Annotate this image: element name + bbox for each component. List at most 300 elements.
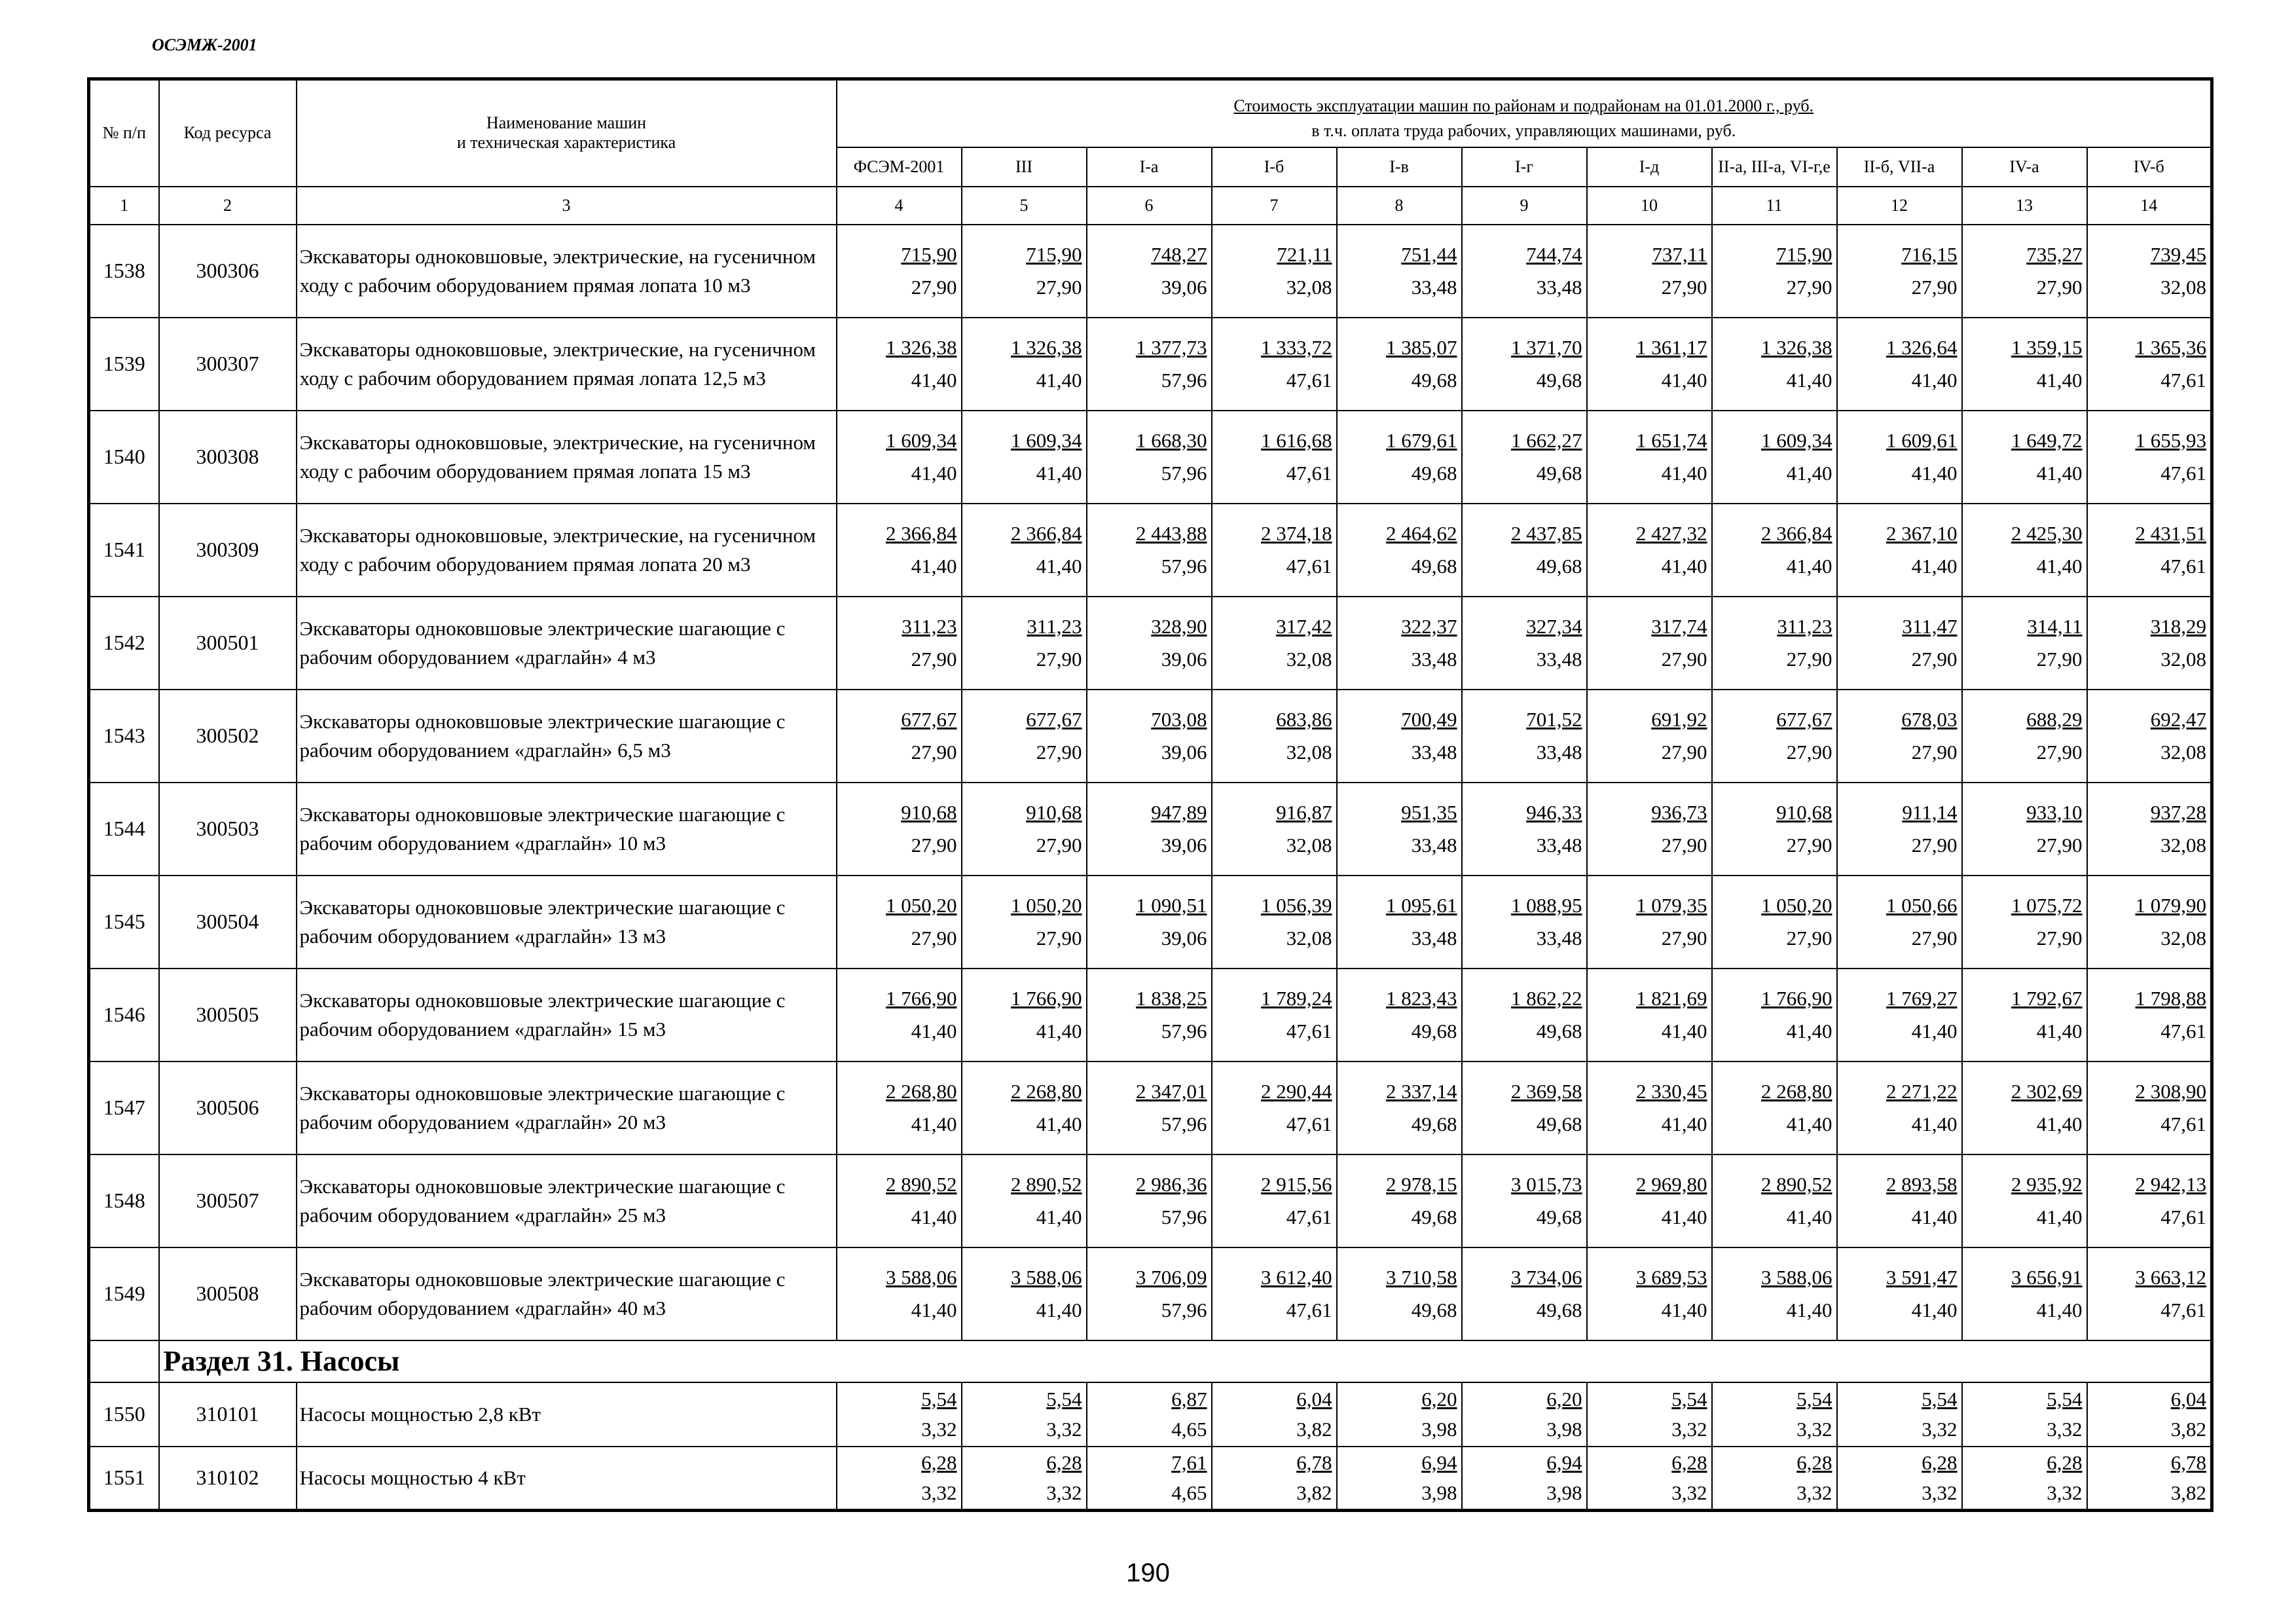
wage-cost: 3,82: [2170, 1417, 2206, 1441]
wage-cost: 33,48: [1536, 833, 1582, 857]
cost-cell: [2087, 225, 2212, 318]
operation-cost: 2 464,62: [1386, 521, 1457, 545]
wage-cost: 49,68: [1536, 1205, 1582, 1228]
cost-cell: [837, 504, 962, 597]
cost-cell: [837, 1382, 962, 1447]
wage-cost: 41,40: [1661, 1298, 1707, 1321]
cost-cell: [837, 1247, 962, 1340]
header-group-subtitle: в т.ч. оплата труда рабочих, управляющих машинами, руб.: [1311, 121, 1736, 141]
wage-cost: 27,90: [911, 647, 957, 671]
cost-cell: [1212, 783, 1337, 876]
operation-cost: 701,52: [1526, 707, 1582, 731]
cost-cell: [1337, 1247, 1462, 1340]
cost-cell: [1962, 318, 2087, 411]
operation-cost: 2 308,90: [2135, 1079, 2206, 1103]
cost-cell: [1587, 1447, 1712, 1511]
operation-cost: 1 377,73: [1136, 335, 1207, 359]
wage-cost: 49,68: [1536, 1112, 1582, 1135]
cost-cell: [1837, 876, 1962, 969]
wage-cost: 3,32: [1046, 1481, 1082, 1504]
operation-cost: 3 588,06: [1011, 1265, 1082, 1289]
operation-cost: 6,28: [1046, 1450, 1082, 1474]
wage-cost: 27,90: [2036, 833, 2083, 857]
operation-cost: 2 290,44: [1261, 1079, 1332, 1103]
cost-cell: [1712, 318, 1837, 411]
cost-cell: [1337, 1061, 1462, 1154]
wage-cost: 49,68: [1536, 461, 1582, 485]
section-title: Раздел 31. Насосы: [159, 1340, 2212, 1382]
wage-cost: 33,48: [1411, 740, 1457, 764]
operation-cost: 6,20: [1546, 1387, 1582, 1411]
operation-cost: 3 588,06: [886, 1265, 957, 1289]
wage-cost: 57,96: [1161, 1019, 1207, 1043]
resource-code: 300504: [159, 876, 297, 969]
wage-cost: 27,90: [1911, 926, 1958, 950]
operation-cost: 2 969,80: [1636, 1172, 1707, 1196]
wage-cost: 49,68: [1536, 554, 1582, 578]
cost-cell: [1587, 876, 1712, 969]
operation-cost: 1 609,61: [1886, 428, 1958, 452]
cost-cell: [1462, 1154, 1587, 1247]
column-number: 6: [1087, 187, 1212, 225]
cost-cell: [1337, 783, 1462, 876]
wage-cost: 32,08: [1286, 833, 1332, 857]
cost-cell: [1712, 783, 1837, 876]
wage-cost: 3,32: [1922, 1481, 1958, 1504]
wage-cost: 27,90: [1036, 740, 1082, 764]
wage-cost: 49,68: [1411, 368, 1457, 392]
resource-code: 310101: [159, 1382, 297, 1447]
operation-cost: 314,11: [2027, 614, 2083, 638]
cost-cell: [1712, 411, 1837, 504]
operation-cost: 5,54: [921, 1387, 957, 1411]
operation-cost: 2 302,69: [2011, 1079, 2083, 1103]
wage-cost: 41,40: [1786, 1019, 1832, 1043]
table-row: [89, 1382, 2212, 1447]
operation-cost: 2 890,52: [886, 1172, 957, 1196]
wage-cost: 49,68: [1411, 1019, 1457, 1043]
wage-cost: 33,48: [1536, 740, 1582, 764]
cost-cell: [1712, 969, 1837, 1061]
operation-cost: 2 367,10: [1886, 521, 1958, 545]
column-number: 12: [1837, 187, 1962, 225]
wage-cost: 41,40: [1786, 1205, 1832, 1228]
operation-cost: 5,54: [1796, 1387, 1832, 1411]
wage-cost: 41,40: [1036, 1298, 1082, 1321]
wage-cost: 27,90: [1911, 275, 1958, 299]
wage-cost: 41,40: [1786, 1112, 1832, 1135]
wage-cost: 27,90: [911, 275, 957, 299]
cost-cell: [1337, 504, 1462, 597]
column-number: 14: [2087, 187, 2212, 225]
operation-cost: 2 347,01: [1136, 1079, 1207, 1103]
wage-cost: 27,90: [1786, 647, 1832, 671]
region-column-header: I-а: [1087, 147, 1212, 187]
cost-cell: [1962, 1382, 2087, 1447]
operation-cost: 1 056,39: [1261, 893, 1332, 917]
wage-cost: 3,32: [2047, 1481, 2083, 1504]
wage-cost: 49,68: [1411, 1112, 1457, 1135]
cost-cell: [1462, 318, 1587, 411]
wage-cost: 32,08: [2160, 275, 2206, 299]
operation-cost: 1 823,43: [1386, 986, 1457, 1010]
wage-cost: 3,32: [1671, 1417, 1707, 1441]
wage-cost: 41,40: [1661, 461, 1707, 485]
machine-name: Экскаваторы одноковшовые электрические шагающие с рабочим оборудованием «драглайн» 13 м3: [297, 876, 837, 969]
cost-cell: [1462, 411, 1587, 504]
cost-cell: [2087, 783, 2212, 876]
table-row: [89, 411, 2212, 504]
row-number: 1542: [89, 597, 159, 690]
operation-cost: 1 769,27: [1886, 986, 1958, 1010]
cost-cell: [2087, 597, 2212, 690]
row-number: 1547: [89, 1061, 159, 1154]
wage-cost: 33,48: [1536, 275, 1582, 299]
operation-cost: 3 588,06: [1761, 1265, 1832, 1289]
operation-cost: 683,86: [1276, 707, 1332, 731]
cost-cell: [1087, 504, 1212, 597]
wage-cost: 41,40: [2036, 1112, 2083, 1135]
cost-cell: [1087, 318, 1212, 411]
cost-cell: [1587, 690, 1712, 783]
wage-cost: 3,98: [1421, 1417, 1457, 1441]
wage-cost: 33,48: [1411, 833, 1457, 857]
operation-cost: 744,74: [1526, 242, 1582, 266]
table-row: [89, 969, 2212, 1061]
cost-cell: [1837, 1382, 1962, 1447]
cost-cell: [1837, 1154, 1962, 1247]
wage-cost: 41,40: [911, 1019, 957, 1043]
cost-cell: [1462, 1447, 1587, 1511]
cost-cell: [1712, 690, 1837, 783]
operation-cost: 322,37: [1401, 614, 1457, 638]
wage-cost: 41,40: [1911, 1205, 1958, 1228]
wage-cost: 32,08: [2160, 740, 2206, 764]
operation-cost: 2 425,30: [2011, 521, 2083, 545]
operation-cost: 1 050,20: [1761, 893, 1832, 917]
wage-cost: 47,61: [2160, 1205, 2206, 1228]
operation-cost: 1 798,88: [2135, 986, 2206, 1010]
page-number: 190: [1126, 1559, 1170, 1587]
wage-cost: 41,40: [1786, 461, 1832, 485]
section-row: [89, 1340, 2212, 1382]
operation-cost: 715,90: [901, 242, 957, 266]
cost-cell: [1837, 969, 1962, 1061]
cost-cell: [1712, 876, 1837, 969]
region-column-header: III: [962, 147, 1087, 187]
resource-code: 300309: [159, 504, 297, 597]
wage-cost: 57,96: [1161, 368, 1207, 392]
operation-cost: 3 706,09: [1136, 1265, 1207, 1289]
cost-cell: [1837, 690, 1962, 783]
wage-cost: 27,90: [911, 740, 957, 764]
operation-cost: 1 655,93: [2135, 428, 2206, 452]
wage-cost: 27,90: [2036, 740, 2083, 764]
operation-cost: 951,35: [1401, 800, 1457, 824]
operation-cost: 7,61: [1171, 1450, 1207, 1474]
cost-cell: [837, 597, 962, 690]
resource-code: 300306: [159, 225, 297, 318]
operation-cost: 677,67: [901, 707, 957, 731]
cost-cell: [837, 1154, 962, 1247]
wage-cost: 3,82: [1296, 1481, 1332, 1504]
operation-cost: 748,27: [1151, 242, 1207, 266]
wage-cost: 47,61: [1286, 554, 1332, 578]
operation-cost: 1 088,95: [1511, 893, 1582, 917]
resource-code: 300506: [159, 1061, 297, 1154]
cost-cell: [1087, 690, 1212, 783]
operation-cost: 1 095,61: [1386, 893, 1457, 917]
operation-cost: 1 326,38: [886, 335, 957, 359]
cost-cell: [1712, 225, 1837, 318]
operation-cost: 737,11: [1652, 242, 1707, 266]
wage-cost: 27,90: [1661, 926, 1707, 950]
operation-cost: 6,28: [2047, 1450, 2083, 1474]
cost-cell: [1087, 411, 1212, 504]
wage-cost: 27,90: [1661, 833, 1707, 857]
cost-cell: [1587, 1382, 1712, 1447]
operation-cost: 6,94: [1546, 1450, 1582, 1474]
cost-cell: [1962, 1061, 2087, 1154]
column-number: 9: [1462, 187, 1587, 225]
operation-cost: 936,73: [1651, 800, 1707, 824]
cost-cell: [962, 1154, 1087, 1247]
row-number: 1546: [89, 969, 159, 1061]
operation-cost: 691,92: [1651, 707, 1707, 731]
operation-cost: 5,54: [1046, 1387, 1082, 1411]
cost-cell: [2087, 504, 2212, 597]
cost-cell: [2087, 690, 2212, 783]
wage-cost: 27,90: [2036, 926, 2083, 950]
cost-cell: [2087, 876, 2212, 969]
cost-cell: [1712, 504, 1837, 597]
wage-cost: 3,32: [1671, 1481, 1707, 1504]
operation-cost: 1 359,15: [2011, 335, 2083, 359]
wage-cost: 27,90: [1036, 833, 1082, 857]
cost-cell: [1087, 783, 1212, 876]
header-name-line1: Наименование машин: [486, 113, 647, 133]
table-row: [89, 504, 2212, 597]
cost-cell: [1712, 1247, 1837, 1340]
wage-cost: 49,68: [1536, 1298, 1582, 1321]
cost-cell: [1212, 1447, 1337, 1511]
cost-cell: [1712, 1447, 1837, 1511]
region-column-header: IV-а: [1962, 147, 2087, 187]
operation-cost: 2 337,14: [1386, 1079, 1457, 1103]
column-number: 4: [837, 187, 962, 225]
machine-name: Насосы мощностью 2,8 кВт: [297, 1382, 837, 1447]
wage-cost: 49,68: [1536, 1019, 1582, 1043]
operation-cost: 311,23: [1777, 614, 1832, 638]
machine-name: Экскаваторы одноковшовые электрические шагающие с рабочим оборудованием «драглайн» 4 м3: [297, 597, 837, 690]
cost-cell: [2087, 1447, 2212, 1511]
wage-cost: 41,40: [1036, 461, 1082, 485]
column-number: 2: [159, 187, 297, 225]
cost-cell: [1087, 969, 1212, 1061]
operation-cost: 2 268,80: [886, 1079, 957, 1103]
wage-cost: 41,40: [1661, 1019, 1707, 1043]
operation-cost: 328,90: [1151, 614, 1207, 638]
operation-cost: 910,68: [901, 800, 957, 824]
cost-cell: [1337, 1447, 1462, 1511]
row-number: 1539: [89, 318, 159, 411]
wage-cost: 41,40: [1786, 1298, 1832, 1321]
row-number: 1549: [89, 1247, 159, 1340]
wage-cost: 41,40: [1036, 1019, 1082, 1043]
table-row: [89, 1061, 2212, 1154]
operation-cost: 2 366,84: [1761, 521, 1832, 545]
operation-cost: 2 893,58: [1886, 1172, 1958, 1196]
wage-cost: 27,90: [1786, 833, 1832, 857]
machine-name: Экскаваторы одноковшовые электрические шагающие с рабочим оборудованием «драглайн» 25 м3: [297, 1154, 837, 1247]
machine-name: Экскаваторы одноковшовые электрические шагающие с рабочим оборудованием «драглайн» 20 м3: [297, 1061, 837, 1154]
operation-cost: 1 789,24: [1261, 986, 1332, 1010]
wage-cost: 49,68: [1536, 368, 1582, 392]
wage-cost: 41,40: [1036, 554, 1082, 578]
cost-cell: [1462, 225, 1587, 318]
operation-cost: 2 915,56: [1261, 1172, 1332, 1196]
header-code: Код ресурса: [159, 79, 297, 187]
machine-name: Экскаваторы одноковшовые, электрические, на гусеничном ходу с рабочим оборудованием прямая лопата 15 м3: [297, 411, 837, 504]
wage-cost: 41,40: [1786, 368, 1832, 392]
operation-cost: 715,90: [1776, 242, 1832, 266]
cost-cell: [1337, 969, 1462, 1061]
operation-cost: 3 591,47: [1886, 1265, 1958, 1289]
cost-cell: [1712, 597, 1837, 690]
row-number: 1550: [89, 1382, 159, 1447]
wage-cost: 41,40: [2036, 554, 2083, 578]
wage-cost: 41,40: [1911, 554, 1958, 578]
cost-cell: [1837, 504, 1962, 597]
operation-cost: 1 609,34: [1011, 428, 1082, 452]
cost-cell: [837, 876, 962, 969]
operation-cost: 716,15: [1901, 242, 1958, 266]
operation-cost: 2 374,18: [1261, 521, 1332, 545]
operation-cost: 2 271,22: [1886, 1079, 1958, 1103]
resource-code: 300508: [159, 1247, 297, 1340]
cost-cell: [1962, 783, 2087, 876]
wage-cost: 32,08: [2160, 833, 2206, 857]
wage-cost: 27,90: [1661, 275, 1707, 299]
table-row: [89, 783, 2212, 876]
operation-cost: 1 079,35: [1636, 893, 1707, 917]
wage-cost: 32,08: [1286, 647, 1332, 671]
wage-cost: 3,98: [1546, 1417, 1582, 1441]
header-name-line2: и техническая характеристика: [456, 133, 676, 153]
wage-cost: 41,40: [911, 554, 957, 578]
wage-cost: 41,40: [2036, 1019, 2083, 1043]
cost-cell: [1212, 1247, 1337, 1340]
operation-cost: 311,47: [1902, 614, 1958, 638]
row-number: 1538: [89, 225, 159, 318]
cost-cell: [1962, 504, 2087, 597]
cost-cell: [1337, 690, 1462, 783]
row-number: 1548: [89, 1154, 159, 1247]
operation-cost: 6,94: [1421, 1450, 1457, 1474]
cost-cell: [837, 318, 962, 411]
cost-cell: [1837, 597, 1962, 690]
operation-cost: 1 385,07: [1386, 335, 1457, 359]
wage-cost: 27,90: [2036, 275, 2083, 299]
cost-cell: [1962, 225, 2087, 318]
wage-cost: 27,90: [1786, 740, 1832, 764]
wage-cost: 33,48: [1411, 275, 1457, 299]
operation-cost: 311,23: [1027, 614, 1082, 638]
operation-cost: 1 821,69: [1636, 986, 1707, 1010]
operation-cost: 1 371,70: [1511, 335, 1582, 359]
row-number: 1540: [89, 411, 159, 504]
machine-name: Экскаваторы одноковшовые электрические шагающие с рабочим оборудованием «драглайн» 10 м3: [297, 783, 837, 876]
column-number: 3: [297, 187, 837, 225]
cost-cell: [1962, 969, 2087, 1061]
wage-cost: 49,68: [1411, 554, 1457, 578]
cost-cell: [2087, 318, 2212, 411]
operation-cost: 2 437,85: [1511, 521, 1582, 545]
cost-cell: [1587, 969, 1712, 1061]
header-group-title: Стоимость эксплуатации машин по районам и подрайонам на 01.01.2000 г., руб.: [1233, 96, 1814, 116]
wage-cost: 49,68: [1411, 461, 1457, 485]
section-spacer: [89, 1340, 159, 1382]
cost-cell: [1462, 1382, 1587, 1447]
operation-cost: 735,27: [2026, 242, 2083, 266]
wage-cost: 27,90: [911, 926, 957, 950]
wage-cost: 47,61: [1286, 461, 1332, 485]
wage-cost: 33,48: [1536, 647, 1582, 671]
cost-cell: [1212, 969, 1337, 1061]
wage-cost: 3,32: [1046, 1417, 1082, 1441]
cost-cell: [1587, 783, 1712, 876]
cost-cell: [962, 504, 1087, 597]
table-row: [89, 225, 2212, 318]
operation-cost: 1 766,90: [1011, 986, 1082, 1010]
operation-cost: 910,68: [1026, 800, 1082, 824]
operation-cost: 1 616,68: [1261, 428, 1332, 452]
operation-cost: 327,34: [1526, 614, 1582, 638]
column-number: 8: [1337, 187, 1462, 225]
cost-cell: [1212, 225, 1337, 318]
wage-cost: 4,65: [1171, 1481, 1207, 1504]
wage-cost: 47,61: [2160, 461, 2206, 485]
cost-cell: [1087, 1154, 1212, 1247]
resource-code: 300308: [159, 411, 297, 504]
operation-cost: 5,54: [1922, 1387, 1958, 1411]
cost-cell: [1087, 1061, 1212, 1154]
wage-cost: 41,40: [1911, 1112, 1958, 1135]
cost-cell: [1212, 876, 1337, 969]
cost-cell: [1587, 225, 1712, 318]
cost-cell: [1962, 1447, 2087, 1511]
wage-cost: 27,90: [1661, 647, 1707, 671]
operation-cost: 677,67: [1776, 707, 1832, 731]
operation-cost: 1 333,72: [1261, 335, 1332, 359]
wage-cost: 27,90: [1911, 833, 1958, 857]
cost-cell: [1837, 411, 1962, 504]
wage-cost: 41,40: [911, 368, 957, 392]
region-column-header: I-б: [1212, 147, 1337, 187]
cost-cell: [1712, 1061, 1837, 1154]
wage-cost: 39,06: [1161, 740, 1207, 764]
cost-cell: [1337, 411, 1462, 504]
operation-cost: 1 050,66: [1886, 893, 1958, 917]
cost-cell: [1337, 318, 1462, 411]
operation-cost: 3 710,58: [1386, 1265, 1457, 1289]
cost-cell: [1837, 783, 1962, 876]
wage-cost: 4,65: [1171, 1417, 1207, 1441]
wage-cost: 41,40: [911, 1112, 957, 1135]
operation-cost: 933,10: [2026, 800, 2083, 824]
cost-cell: [962, 225, 1087, 318]
resource-code: 300503: [159, 783, 297, 876]
